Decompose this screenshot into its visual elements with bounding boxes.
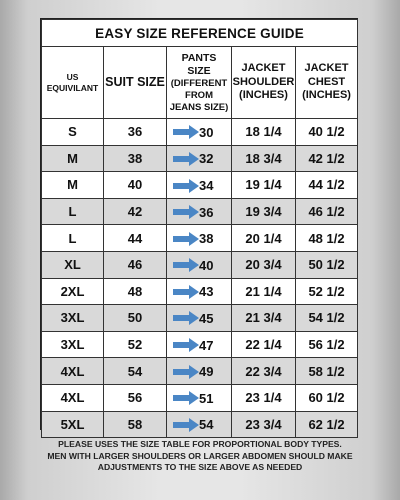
- header-shoulder-line: (INCHES): [239, 89, 288, 102]
- us-size-cell: 3XL: [42, 331, 104, 358]
- jacket-chest-cell: 48 1/2: [296, 225, 358, 252]
- us-size-cell: 2XL: [42, 278, 104, 305]
- jacket-shoulder-cell: 23 1/4: [232, 384, 296, 411]
- right-arrow-icon: [173, 258, 199, 272]
- pants-size-value: 30: [199, 124, 214, 140]
- jacket-shoulder-cell: 22 1/4: [232, 331, 296, 358]
- size-row: [42, 251, 358, 278]
- jacket-chest-cell: 60 1/2: [296, 384, 358, 411]
- jacket-chest-cell: 40 1/2: [296, 119, 358, 146]
- pants-size-cell: [167, 145, 232, 172]
- size-table: [41, 19, 358, 438]
- pants-size-value: 51: [199, 390, 214, 406]
- jacket-chest-cell: 46 1/2: [296, 198, 358, 225]
- header-pants-size: [167, 47, 232, 119]
- size-row: [42, 384, 358, 411]
- us-size-cell: 4XL: [42, 384, 104, 411]
- pants-size-cell: [167, 119, 232, 146]
- size-row: [42, 145, 358, 172]
- jacket-chest-cell: 56 1/2: [296, 331, 358, 358]
- jacket-chest-cell: 42 1/2: [296, 145, 358, 172]
- footnote: [28, 439, 372, 474]
- pants-size-cell: [167, 278, 232, 305]
- header-us-equivalent: [42, 47, 104, 119]
- jacket-chest-cell: 58 1/2: [296, 358, 358, 385]
- suit-size-cell: 48: [104, 278, 167, 305]
- jacket-shoulder-cell: 18 1/4: [232, 119, 296, 146]
- footnote-line: PLEASE USES THE SIZE TABLE FOR PROPORTIONAL BODY TYPES.: [58, 439, 342, 449]
- suit-size-cell: 38: [104, 145, 167, 172]
- right-arrow-icon: [173, 338, 199, 352]
- us-size-cell: XL: [42, 251, 104, 278]
- header-shoulder-line: SHOULDER: [232, 75, 295, 88]
- pants-size-cell: [167, 172, 232, 199]
- size-row: [42, 198, 358, 225]
- right-arrow-icon: [173, 125, 199, 139]
- right-arrow-icon: [173, 152, 199, 166]
- pants-size-value: 49: [199, 364, 214, 380]
- us-size-cell: L: [42, 198, 104, 225]
- header-pants-line: JEANS SIZE): [169, 101, 229, 113]
- pants-size-value: 43: [199, 284, 214, 300]
- pants-size-cell: [167, 305, 232, 332]
- right-arrow-icon: [173, 205, 199, 219]
- chart-title: EASY SIZE REFERENCE GUIDE: [42, 20, 358, 47]
- suit-size-cell: 52: [104, 331, 167, 358]
- jacket-chest-cell: 44 1/2: [296, 172, 358, 199]
- right-arrow-icon: [173, 179, 199, 193]
- jacket-chest-cell: 62 1/2: [296, 411, 358, 438]
- suit-size-cell: 44: [104, 225, 167, 252]
- jacket-shoulder-cell: 20 1/4: [232, 225, 296, 252]
- right-arrow-icon: [173, 391, 199, 405]
- jacket-shoulder-cell: 20 3/4: [232, 251, 296, 278]
- footnote-line: MEN WITH LARGER SHOULDERS OR LARGER ABDOMEN SHOULD MAKE: [47, 450, 353, 461]
- header-row: [42, 47, 358, 119]
- size-row: [42, 172, 358, 199]
- header-pants-line: FROM: [185, 89, 213, 101]
- jacket-shoulder-cell: 19 1/4: [232, 172, 296, 199]
- suit-size-cell: 54: [104, 358, 167, 385]
- jacket-shoulder-cell: 22 3/4: [232, 358, 296, 385]
- pants-size-value: 47: [199, 337, 214, 353]
- us-size-cell: S: [42, 119, 104, 146]
- header-us-line: EQUIVILANT: [46, 82, 99, 93]
- size-row: [42, 225, 358, 252]
- jacket-chest-cell: 50 1/2: [296, 251, 358, 278]
- jacket-chest-cell: 52 1/2: [296, 278, 358, 305]
- right-arrow-icon: [173, 418, 199, 432]
- jacket-shoulder-cell: 21 1/4: [232, 278, 296, 305]
- size-chart: [40, 18, 358, 433]
- suit-size-cell: 58: [104, 411, 167, 438]
- header-jacket-shoulder: [232, 47, 296, 119]
- right-arrow-icon: [173, 232, 199, 246]
- pants-size-cell: [167, 251, 232, 278]
- pants-size-value: 36: [199, 204, 214, 220]
- header-pants-line: PANTS: [181, 51, 217, 64]
- header-pants-line: (DIFFERENT: [170, 77, 228, 89]
- header-shoulder-line: JACKET: [241, 61, 286, 74]
- header-chest-line: CHEST: [307, 75, 346, 88]
- footnote-line: ADJUSTMENTS TO THE SIZE ABOVE AS NEEDED: [97, 462, 303, 473]
- us-size-cell: M: [42, 172, 104, 199]
- jacket-shoulder-cell: 19 3/4: [232, 198, 296, 225]
- jacket-chest-cell: 54 1/2: [296, 305, 358, 332]
- size-row: [42, 331, 358, 358]
- header-suit-size: SUIT SIZE: [104, 47, 167, 119]
- header-chest-line: (INCHES): [302, 89, 351, 102]
- us-size-cell: 3XL: [42, 305, 104, 332]
- header-us-line: US: [66, 71, 79, 82]
- suit-size-cell: 50: [104, 305, 167, 332]
- size-rows: [42, 119, 358, 438]
- pants-size-cell: [167, 331, 232, 358]
- header-jacket-chest: [296, 47, 358, 119]
- size-row: [42, 278, 358, 305]
- jacket-shoulder-cell: 21 3/4: [232, 305, 296, 332]
- jacket-shoulder-cell: 23 3/4: [232, 411, 296, 438]
- right-arrow-icon: [173, 285, 199, 299]
- us-size-cell: 4XL: [42, 358, 104, 385]
- right-arrow-icon: [173, 311, 199, 325]
- us-size-cell: 5XL: [42, 411, 104, 438]
- pants-size-value: 34: [199, 178, 214, 194]
- suit-size-cell: 40: [104, 172, 167, 199]
- pants-size-cell: [167, 225, 232, 252]
- pants-size-value: 32: [199, 151, 214, 167]
- pants-size-value: 38: [199, 231, 214, 247]
- pants-size-value: 54: [199, 417, 214, 433]
- pants-size-cell: [167, 384, 232, 411]
- suit-size-cell: 46: [104, 251, 167, 278]
- suit-size-cell: 56: [104, 384, 167, 411]
- size-row: [42, 411, 358, 438]
- right-arrow-icon: [173, 365, 199, 379]
- pants-size-value: 40: [199, 257, 214, 273]
- suit-size-cell: 42: [104, 198, 167, 225]
- size-row: [42, 119, 358, 146]
- pants-size-cell: [167, 411, 232, 438]
- us-size-cell: M: [42, 145, 104, 172]
- size-row: [42, 305, 358, 332]
- header-chest-line: JACKET: [304, 61, 349, 74]
- header-pants-line: SIZE: [187, 64, 211, 77]
- pants-size-cell: [167, 198, 232, 225]
- size-row: [42, 358, 358, 385]
- pants-size-cell: [167, 358, 232, 385]
- suit-size-cell: 36: [104, 119, 167, 146]
- us-size-cell: L: [42, 225, 104, 252]
- pants-size-value: 45: [199, 310, 214, 326]
- jacket-shoulder-cell: 18 3/4: [232, 145, 296, 172]
